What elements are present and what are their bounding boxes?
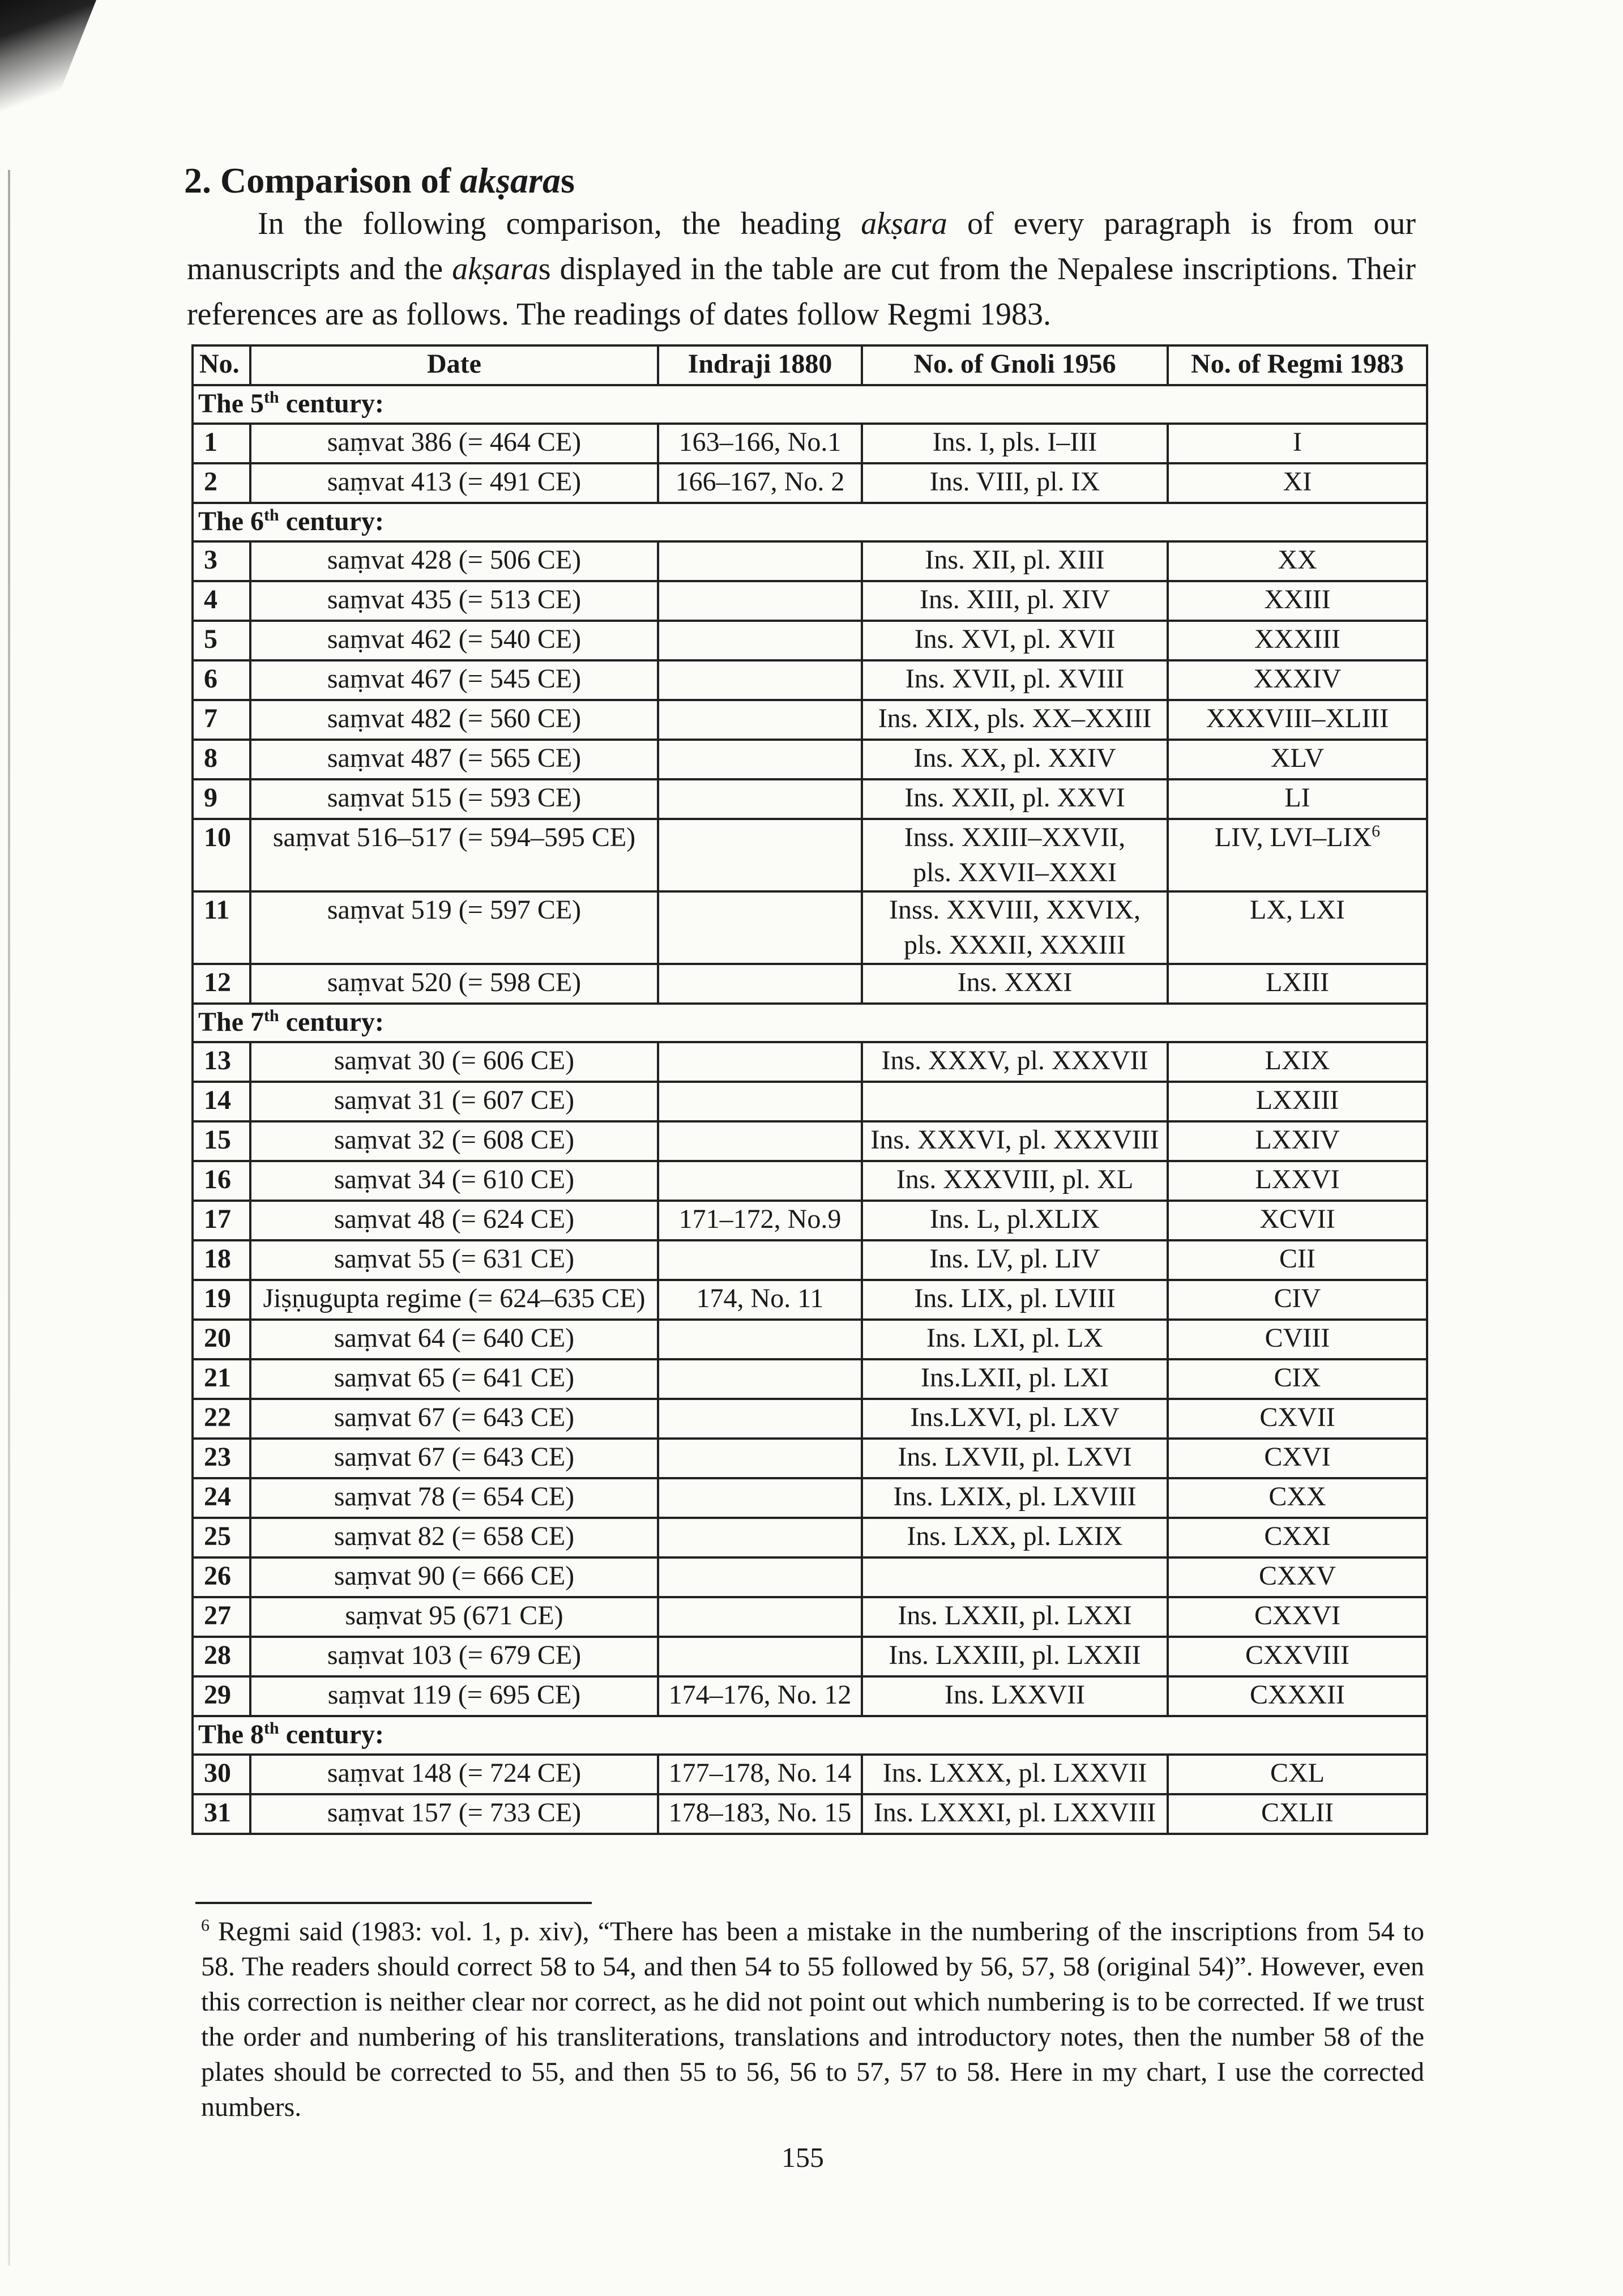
row-gnoli: Ins. XXII, pl. XXVI	[862, 779, 1168, 819]
row-gnoli: Ins. LXXXI, pl. LXXVIII	[862, 1794, 1168, 1834]
row-regmi: LIV, LVI–LIX$^6$	[1168, 819, 1427, 891]
row-no: 8	[193, 740, 250, 779]
row-gnoli: Ins. XX, pl. XXIV	[862, 740, 1168, 779]
row-regmi: CII	[1168, 1240, 1427, 1280]
row-indraji: 177–178, No. 14	[658, 1755, 862, 1794]
row-date: saṃvat 31 (= 607 CE)	[250, 1082, 658, 1121]
row-gnoli	[862, 1557, 1168, 1597]
table-row	[193, 819, 1427, 891]
table-row	[193, 1637, 1427, 1676]
row-no: 7	[193, 700, 250, 740]
row-regmi: XXXIV	[1168, 660, 1427, 700]
row-gnoli: Ins. XVI, pl. XVII	[862, 621, 1168, 660]
row-no: 10	[193, 819, 250, 891]
row-regmi: LXXVI	[1168, 1161, 1427, 1201]
row-no: 26	[193, 1557, 250, 1597]
table-row	[193, 1439, 1427, 1478]
row-date: saṃvat 95 (671 CE)	[250, 1597, 658, 1637]
header-date: Date	[250, 345, 658, 385]
row-regmi: CXL	[1168, 1755, 1427, 1794]
row-indraji	[658, 581, 862, 621]
century-label: The 6th century:	[193, 503, 1427, 541]
row-date: saṃvat 65 (= 641 CE)	[250, 1359, 658, 1399]
row-regmi: LXXIV	[1168, 1121, 1427, 1161]
row-date: saṃvat 32 (= 608 CE)	[250, 1121, 658, 1161]
row-regmi: LXIX	[1168, 1042, 1427, 1082]
table-row	[193, 1557, 1427, 1597]
scan-edge-line	[8, 170, 10, 2265]
row-date: saṃvat 34 (= 610 CE)	[250, 1161, 658, 1201]
row-regmi: CXVI	[1168, 1439, 1427, 1478]
row-no: 13	[193, 1042, 250, 1082]
century-label: The 7th century:	[193, 1004, 1427, 1042]
row-date: saṃvat 520 (= 598 CE)	[250, 964, 658, 1004]
row-regmi: XI	[1168, 463, 1427, 503]
row-indraji: 174, No. 11	[658, 1280, 862, 1320]
row-date: saṃvat 103 (= 679 CE)	[250, 1637, 658, 1676]
table-row	[193, 700, 1427, 740]
row-no: 16	[193, 1161, 250, 1201]
row-no: 2	[193, 463, 250, 503]
row-indraji	[658, 1121, 862, 1161]
row-date: saṃvat 467 (= 545 CE)	[250, 660, 658, 700]
row-regmi: CXVII	[1168, 1399, 1427, 1439]
row-date: saṃvat 67 (= 643 CE)	[250, 1399, 658, 1439]
italic-term: akṣara	[452, 251, 539, 287]
row-regmi: CXXV	[1168, 1557, 1427, 1597]
century-label: The 8th century:	[193, 1716, 1427, 1755]
row-regmi: CIX	[1168, 1359, 1427, 1399]
row-date: saṃvat 519 (= 597 CE)	[250, 891, 658, 964]
row-date: saṃvat 435 (= 513 CE)	[250, 581, 658, 621]
row-indraji	[658, 1478, 862, 1518]
row-regmi: XXXVIII–XLIII	[1168, 700, 1427, 740]
inscription-reference-table	[191, 344, 1428, 1835]
row-regmi: LI	[1168, 779, 1427, 819]
table-row	[193, 1478, 1427, 1518]
row-gnoli: Ins. L, pl.XLIX	[862, 1201, 1168, 1240]
row-indraji: 163–166, No.1	[658, 424, 862, 463]
table-header-row	[193, 345, 1427, 385]
row-no: 9	[193, 779, 250, 819]
row-date: saṃvat 30 (= 606 CE)	[250, 1042, 658, 1082]
row-date: saṃvat 48 (= 624 CE)	[250, 1201, 658, 1240]
row-no: 3	[193, 541, 250, 581]
row-regmi: I	[1168, 424, 1427, 463]
row-regmi: LXXIII	[1168, 1082, 1427, 1121]
row-indraji	[658, 740, 862, 779]
table-row	[193, 1280, 1427, 1320]
century-row	[193, 503, 1427, 541]
row-gnoli: Inss. XXIII–XXVII, pls. XXVII–XXXI	[862, 819, 1168, 891]
row-gnoli: Ins. XIII, pl. XIV	[862, 581, 1168, 621]
intro-paragraph	[187, 201, 1416, 337]
row-no: 12	[193, 964, 250, 1004]
row-gnoli: Ins. LV, pl. LIV	[862, 1240, 1168, 1280]
row-regmi: XXIII	[1168, 581, 1427, 621]
table-row	[193, 1320, 1427, 1359]
footnote-text: Regmi said (1983: vol. 1, p. xiv), “There has been a mistake in the numbering of the inscriptions from 54 to 58. The readers should correct 58 to 54, and then 54 to 55 followed by 56, 57, 58 (original 54)”. However, even this correction is neither clear nor correct, as he did not point out which numbering is to be corrected. If we trust the order and numbering of his transliterations, translations and introductory notes, then the number 58 of the plates should be corrected to 55, and then 55 to 56, 56 to 57, 57 to 58. Here in my chart, I use the corrected numbers.	[201, 1917, 1424, 2122]
row-no: 18	[193, 1240, 250, 1280]
row-gnoli: Ins. LXIX, pl. LXVIII	[862, 1478, 1168, 1518]
row-gnoli: Ins. XVII, pl. XVIII	[862, 660, 1168, 700]
row-gnoli: Ins. LXXX, pl. LXXVII	[862, 1755, 1168, 1794]
row-indraji	[658, 1557, 862, 1597]
row-indraji	[658, 1597, 862, 1637]
table-row	[193, 1201, 1427, 1240]
row-no: 27	[193, 1597, 250, 1637]
table-row	[193, 964, 1427, 1004]
row-gnoli: Ins. XII, pl. XIII	[862, 541, 1168, 581]
row-indraji	[658, 660, 862, 700]
row-indraji	[658, 891, 862, 964]
page-number: 155	[781, 2141, 824, 2173]
header-regmi: No. of Regmi 1983	[1168, 345, 1427, 385]
row-gnoli: Ins. LIX, pl. LVIII	[862, 1280, 1168, 1320]
row-indraji: 166–167, No. 2	[658, 463, 862, 503]
row-indraji	[658, 1399, 862, 1439]
row-indraji: 178–183, No. 15	[658, 1794, 862, 1834]
intro-text: In the following comparison, the heading	[258, 206, 861, 241]
row-no: 5	[193, 621, 250, 660]
row-date: saṃvat 157 (= 733 CE)	[250, 1794, 658, 1834]
row-gnoli: Ins.LXVI, pl. LXV	[862, 1399, 1168, 1439]
table-row	[193, 621, 1427, 660]
table-row	[193, 541, 1427, 581]
row-gnoli: Ins. XXXVI, pl. XXXVIII	[862, 1121, 1168, 1161]
section-heading: 2. Comparison of akṣaras	[184, 160, 575, 200]
row-no: 20	[193, 1320, 250, 1359]
row-date: saṃvat 386 (= 464 CE)	[250, 424, 658, 463]
footnote-ref: 6	[1372, 822, 1381, 840]
row-date: saṃvat 82 (= 658 CE)	[250, 1518, 658, 1557]
century-row	[193, 385, 1427, 424]
row-no: 14	[193, 1082, 250, 1121]
row-date: saṃvat 515 (= 593 CE)	[250, 779, 658, 819]
row-date: saṃvat 90 (= 666 CE)	[250, 1557, 658, 1597]
row-regmi: CXXXII	[1168, 1676, 1427, 1716]
row-date: saṃvat 462 (= 540 CE)	[250, 621, 658, 660]
row-indraji	[658, 700, 862, 740]
row-gnoli: Ins. VIII, pl. IX	[862, 463, 1168, 503]
row-no: 4	[193, 581, 250, 621]
row-indraji	[658, 621, 862, 660]
row-indraji	[658, 779, 862, 819]
row-date: saṃvat 78 (= 654 CE)	[250, 1478, 658, 1518]
table-row	[193, 740, 1427, 779]
row-no: 25	[193, 1518, 250, 1557]
row-date: saṃvat 67 (= 643 CE)	[250, 1439, 658, 1478]
row-gnoli: Ins. XXXV, pl. XXXVII	[862, 1042, 1168, 1082]
century-label: The 5th century:	[193, 385, 1427, 424]
table-row	[193, 1755, 1427, 1794]
table-row	[193, 1676, 1427, 1716]
row-gnoli: Ins. LXX, pl. LXIX	[862, 1518, 1168, 1557]
table-row	[193, 779, 1427, 819]
row-indraji	[658, 541, 862, 581]
row-indraji	[658, 1082, 862, 1121]
row-regmi: CIV	[1168, 1280, 1427, 1320]
century-row	[193, 1716, 1427, 1755]
intro-text: s displayed in the table are cut from the Nepalese inscriptions. Their references are as follows. The readings of dates follow Regmi 1983.	[187, 251, 1416, 332]
row-gnoli: Ins.LXII, pl. LXI	[862, 1359, 1168, 1399]
table-row	[193, 1794, 1427, 1834]
row-date: saṃvat 428 (= 506 CE)	[250, 541, 658, 581]
row-no: 22	[193, 1399, 250, 1439]
table-row	[193, 1161, 1427, 1201]
row-gnoli: Ins. I, pls. I–III	[862, 424, 1168, 463]
row-indraji	[658, 1637, 862, 1676]
row-gnoli: Ins. XXXVIII, pl. XL	[862, 1161, 1168, 1201]
table-row	[193, 581, 1427, 621]
header-indraji: Indraji 1880	[658, 345, 862, 385]
header-gnoli: No. of Gnoli 1956	[862, 345, 1168, 385]
row-no: 11	[193, 891, 250, 964]
row-indraji	[658, 1240, 862, 1280]
row-gnoli: Ins. LXXII, pl. LXXI	[862, 1597, 1168, 1637]
table-row	[193, 463, 1427, 503]
row-date: saṃvat 482 (= 560 CE)	[250, 700, 658, 740]
table-row	[193, 1359, 1427, 1399]
row-regmi: LX, LXI	[1168, 891, 1427, 964]
row-indraji: 174–176, No. 12	[658, 1676, 862, 1716]
row-indraji	[658, 1359, 862, 1399]
table-row	[193, 891, 1427, 964]
intro-text: of every paragraph is from our manuscripts and the	[187, 206, 1416, 287]
row-indraji	[658, 1518, 862, 1557]
row-date: saṃvat 119 (= 695 CE)	[250, 1676, 658, 1716]
row-date: Jiṣṇugupta regime (= 624–635 CE)	[250, 1280, 658, 1320]
row-regmi: XX	[1168, 541, 1427, 581]
row-indraji	[658, 819, 862, 891]
table-row	[193, 1240, 1427, 1280]
row-no: 6	[193, 660, 250, 700]
row-no: 19	[193, 1280, 250, 1320]
row-no: 23	[193, 1439, 250, 1478]
row-indraji	[658, 964, 862, 1004]
table-row	[193, 1042, 1427, 1082]
row-gnoli: Ins. LXXIII, pl. LXXII	[862, 1637, 1168, 1676]
century-row	[193, 1004, 1427, 1042]
row-date: saṃvat 148 (= 724 CE)	[250, 1755, 658, 1794]
row-no: 1	[193, 424, 250, 463]
row-indraji	[658, 1161, 862, 1201]
row-indraji	[658, 1320, 862, 1359]
row-no: 30	[193, 1755, 250, 1794]
footnote-divider	[195, 1902, 592, 1904]
footnote	[201, 1914, 1424, 2125]
header-no: No.	[193, 345, 250, 385]
row-regmi: XXXIII	[1168, 621, 1427, 660]
row-regmi: CXXVI	[1168, 1597, 1427, 1637]
table-row	[193, 1082, 1427, 1121]
row-date: saṃvat 413 (= 491 CE)	[250, 463, 658, 503]
row-no: 15	[193, 1121, 250, 1161]
row-indraji	[658, 1439, 862, 1478]
row-date: saṃvat 64 (= 640 CE)	[250, 1320, 658, 1359]
row-regmi: CXXVIII	[1168, 1637, 1427, 1676]
row-no: 31	[193, 1794, 250, 1834]
row-regmi: LXIII	[1168, 964, 1427, 1004]
table-body	[193, 385, 1427, 1834]
footnote-marker: 6	[201, 1916, 210, 1935]
row-no: 29	[193, 1676, 250, 1716]
row-gnoli: Ins. XIX, pls. XX–XXIII	[862, 700, 1168, 740]
row-date: saṃvat 516–517 (= 594–595 CE)	[250, 819, 658, 891]
italic-term: akṣara	[861, 206, 947, 241]
table-row	[193, 1518, 1427, 1557]
row-no: 21	[193, 1359, 250, 1399]
row-gnoli: Ins. XXXI	[862, 964, 1168, 1004]
row-no: 24	[193, 1478, 250, 1518]
row-regmi: CXLII	[1168, 1794, 1427, 1834]
row-date: saṃvat 487 (= 565 CE)	[250, 740, 658, 779]
row-indraji: 171–172, No.9	[658, 1201, 862, 1240]
row-regmi: CXX	[1168, 1478, 1427, 1518]
row-gnoli: Ins. LXVII, pl. LXVI	[862, 1439, 1168, 1478]
table-row	[193, 1597, 1427, 1637]
row-regmi: CVIII	[1168, 1320, 1427, 1359]
row-no: 17	[193, 1201, 250, 1240]
row-regmi: CXXI	[1168, 1518, 1427, 1557]
row-no: 28	[193, 1637, 250, 1676]
row-indraji	[658, 1042, 862, 1082]
row-gnoli: Ins. LXI, pl. LX	[862, 1320, 1168, 1359]
row-gnoli	[862, 1082, 1168, 1121]
table-row	[193, 1121, 1427, 1161]
table-row	[193, 1399, 1427, 1439]
row-regmi: XLV	[1168, 740, 1427, 779]
table-row	[193, 424, 1427, 463]
table-row	[193, 660, 1427, 700]
scan-shadow	[0, 0, 96, 170]
row-regmi: XCVII	[1168, 1201, 1427, 1240]
row-gnoli: Inss. XXVIII, XXVIX, pls. XXXII, XXXIII	[862, 891, 1168, 964]
row-gnoli: Ins. LXXVII	[862, 1676, 1168, 1716]
row-date: saṃvat 55 (= 631 CE)	[250, 1240, 658, 1280]
